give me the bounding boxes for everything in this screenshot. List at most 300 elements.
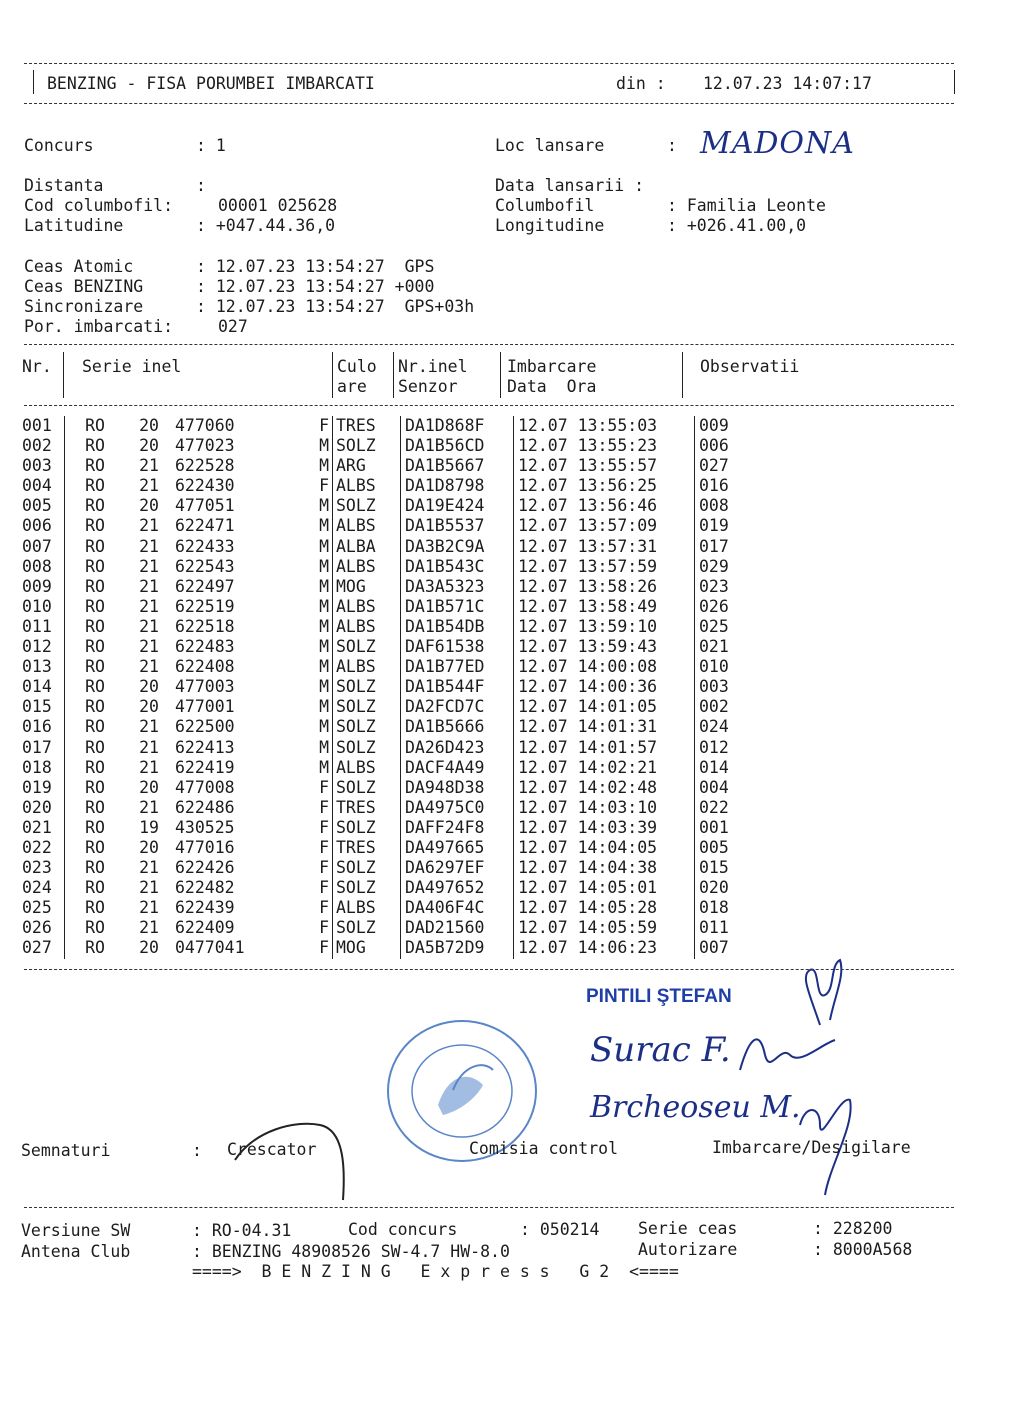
table-row: [22, 758, 759, 778]
cell-sensor: DA26D423: [401, 738, 514, 758]
cell-sensor: DA1B54DB: [401, 617, 514, 637]
cod-concurs-value: : 050214: [520, 1220, 600, 1239]
cell-sex: M: [319, 616, 329, 636]
cell-color: SOLZ: [333, 496, 401, 516]
cell-ring: 622528: [175, 456, 235, 476]
table-row: [22, 798, 759, 818]
cell-obs: 004: [695, 778, 760, 798]
cell-nr: 025: [22, 898, 65, 918]
cell-country: RO: [85, 637, 105, 657]
cell-nr: 026: [22, 918, 65, 938]
cell-sensor: DA406F4C: [401, 898, 514, 918]
table-row: [22, 878, 759, 898]
concurs-value: : 1: [196, 136, 226, 155]
cell-nr: 017: [22, 738, 65, 758]
header-top-rule: [24, 63, 954, 64]
cell-year: 21: [139, 576, 159, 596]
table-row: [22, 778, 759, 798]
cell-datetime: 12.07 13:57:59: [514, 557, 695, 577]
columbofil-label: Columbofil: [495, 196, 595, 215]
cell-country: RO: [85, 596, 105, 616]
table-row: [22, 918, 759, 938]
table-header-sep-3: [393, 352, 394, 398]
cell-year: 21: [139, 616, 159, 636]
cell-ring: 622409: [175, 918, 235, 938]
cell-obs: 026: [695, 597, 760, 617]
cell-sex: F: [319, 938, 329, 958]
table-top-rule: [24, 344, 954, 345]
cod-columbofil-label: Cod columbofil:: [24, 196, 174, 215]
table-row: [22, 476, 759, 496]
cell-year: 20: [139, 837, 159, 857]
cell-year: 21: [139, 878, 159, 898]
cell-datetime: 12.07 14:02:21: [514, 758, 695, 778]
cell-sensor: DA4975C0: [401, 798, 514, 818]
cell-color: ALBS: [333, 476, 401, 496]
cod-columbofil-value: 00001 025628: [218, 196, 338, 215]
cell-obs: 012: [695, 738, 760, 758]
cell-sensor: DA19E424: [401, 496, 514, 516]
cell-sex: F: [319, 918, 329, 938]
table-row: [22, 818, 759, 838]
cell-datetime: 12.07 14:06:23: [514, 938, 695, 958]
table-row: [22, 898, 759, 918]
header-bottom-rule: [24, 103, 954, 104]
cell-nr: 005: [22, 496, 65, 516]
cell-sex: F: [319, 797, 329, 817]
cell-nr: 012: [22, 637, 65, 657]
cell-sex: F: [319, 837, 329, 857]
cell-obs: 002: [695, 697, 760, 717]
cell-year: 20: [139, 496, 159, 516]
cell-color: MOG: [333, 938, 401, 958]
distanta-value: :: [196, 176, 206, 195]
cell-color: MOG: [333, 577, 401, 597]
cell-country: RO: [85, 556, 105, 576]
crescator-signature: [225, 1100, 355, 1210]
col-header-nrinel: Nr.inel: [398, 357, 468, 376]
cell-sensor: DAD21560: [401, 918, 514, 938]
cell-sensor: DA948D38: [401, 778, 514, 798]
cell-ring: 622486: [175, 797, 235, 817]
cell-country: RO: [85, 416, 105, 435]
distanta-label: Distanta: [24, 176, 104, 195]
cell-sex: M: [319, 637, 329, 657]
cell-nr: 007: [22, 537, 65, 557]
cell-sensor: DA2FCD7C: [401, 697, 514, 717]
cell-ring: 477023: [175, 436, 235, 456]
imbarcare-desigilare-label: Imbarcare/Desigilare: [712, 1138, 911, 1157]
table-row: [22, 677, 759, 697]
cell-year: 21: [139, 858, 159, 878]
cell-sex: M: [319, 657, 329, 677]
cell-country: RO: [85, 576, 105, 596]
cell-obs: 016: [695, 476, 760, 496]
cell-country: RO: [85, 797, 105, 817]
cell-nr: 027: [22, 938, 65, 958]
cell-datetime: 12.07 13:56:46: [514, 496, 695, 516]
crescator-label: Crescator: [227, 1140, 317, 1159]
cell-color: ALBS: [333, 758, 401, 778]
cell-obs: 027: [695, 456, 760, 476]
table-row: [22, 516, 759, 536]
cell-nr: 003: [22, 456, 65, 476]
cell-sensor: DA497652: [401, 878, 514, 898]
cell-sensor: DA3B2C9A: [401, 537, 514, 557]
serie-ceas-label: Serie ceas: [638, 1219, 738, 1238]
cell-country: RO: [85, 436, 105, 456]
cell-sensor: DA1B571C: [401, 597, 514, 617]
cell-sex: M: [319, 496, 329, 516]
cell-sensor: DA1B5666: [401, 717, 514, 737]
cell-sensor: DA1D868F: [401, 416, 514, 436]
cell-country: RO: [85, 516, 105, 536]
cell-country: RO: [85, 677, 105, 697]
cell-year: 21: [139, 536, 159, 556]
cell-sensor: DA6297EF: [401, 858, 514, 878]
cell-color: SOLZ: [333, 778, 401, 798]
cell-nr: 023: [22, 858, 65, 878]
col-header-serie: Serie inel: [82, 357, 182, 376]
cell-color: SOLZ: [333, 677, 401, 697]
cell-obs: 017: [695, 537, 760, 557]
cell-country: RO: [85, 737, 105, 757]
cell-sensor: DA1B77ED: [401, 657, 514, 677]
cell-year: 21: [139, 456, 159, 476]
cell-obs: 023: [695, 577, 760, 597]
cell-datetime: 12.07 13:58:26: [514, 577, 695, 597]
cell-datetime: 12.07 14:05:59: [514, 918, 695, 938]
table-row: [22, 456, 759, 476]
cell-color: SOLZ: [333, 738, 401, 758]
cell-sex: F: [319, 898, 329, 918]
latitudine-value: : +047.44.36,0: [196, 216, 336, 235]
cell-obs: 024: [695, 717, 760, 737]
ceas-benzing-label: Ceas BENZING: [24, 277, 144, 296]
table-row: [22, 577, 759, 597]
cell-datetime: 12.07 14:01:57: [514, 738, 695, 758]
autorizare-label: Autorizare: [638, 1240, 738, 1259]
cell-datetime: 12.07 14:01:05: [514, 697, 695, 717]
cell-sensor: DACF4A49: [401, 758, 514, 778]
cell-color: ARG: [333, 456, 401, 476]
col-header-senzor: Senzor: [398, 377, 458, 396]
cell-obs: 003: [695, 677, 760, 697]
concurs-label: Concurs: [24, 136, 94, 155]
cell-sensor: DA1B5667: [401, 456, 514, 476]
cell-sex: M: [319, 456, 329, 476]
table-row: [22, 557, 759, 577]
cell-datetime: 12.07 14:02:48: [514, 778, 695, 798]
cell-obs: 008: [695, 496, 760, 516]
cell-country: RO: [85, 878, 105, 898]
cell-nr: 008: [22, 557, 65, 577]
cell-nr: 011: [22, 617, 65, 637]
antena-club-value: : BENZING 48908526 SW-4.7 HW-8.0: [192, 1242, 510, 1261]
cell-nr: 013: [22, 657, 65, 677]
cell-nr: 001: [22, 416, 65, 436]
table-row: [22, 858, 759, 878]
antena-club-label: Antena Club: [21, 1242, 131, 1261]
col-header-nr: Nr.: [22, 357, 52, 376]
table-header-sep-1: [63, 352, 64, 398]
cell-sex: M: [319, 737, 329, 757]
col-header-culo: Culo: [337, 357, 377, 376]
cell-year: 21: [139, 657, 159, 677]
cell-year: 20: [139, 697, 159, 717]
cell-obs: 019: [695, 516, 760, 536]
table-header-sep-4: [500, 352, 501, 398]
cell-sex: M: [319, 717, 329, 737]
cell-nr: 010: [22, 597, 65, 617]
cell-color: SOLZ: [333, 637, 401, 657]
col-header-imbarcare: Imbarcare: [507, 357, 597, 376]
cell-datetime: 12.07 13:55:23: [514, 436, 695, 456]
cell-nr: 022: [22, 838, 65, 858]
cell-year: 21: [139, 717, 159, 737]
por-imbarcati-value: 027: [218, 317, 248, 336]
table-row: [22, 416, 759, 436]
latitudine-label: Latitudine: [24, 216, 124, 235]
cell-ring: 622543: [175, 556, 235, 576]
benzing-express-banner: ====> B E N Z I N G E x p r e s s G 2 <====: [192, 1262, 679, 1281]
cell-year: 21: [139, 476, 159, 496]
cell-color: ALBS: [333, 557, 401, 577]
cell-sensor: DAF61538: [401, 637, 514, 657]
din-label: din :: [616, 74, 666, 93]
table-row: [22, 738, 759, 758]
cell-country: RO: [85, 777, 105, 797]
cell-sex: M: [319, 516, 329, 536]
cell-datetime: 12.07 14:03:39: [514, 818, 695, 838]
cell-ring: 622426: [175, 858, 235, 878]
cell-color: ALBA: [333, 537, 401, 557]
cell-ring: 0477041: [175, 938, 245, 958]
cell-datetime: 12.07 13:56:25: [514, 476, 695, 496]
cell-country: RO: [85, 757, 105, 777]
cell-sex: M: [319, 596, 329, 616]
cell-sensor: DA5B72D9: [401, 938, 514, 958]
cell-datetime: 12.07 13:59:10: [514, 617, 695, 637]
cell-nr: 019: [22, 778, 65, 798]
cell-sex: M: [319, 697, 329, 717]
pigeon-table: [22, 416, 759, 959]
loc-lansare-label: Loc lansare: [495, 136, 605, 155]
cell-datetime: 12.07 13:57:31: [514, 537, 695, 557]
cell-datetime: 12.07 14:04:38: [514, 858, 695, 878]
autorizare-value: : 8000A568: [813, 1240, 913, 1259]
versiune-sw-value: : RO-04.31: [192, 1221, 292, 1240]
semnaturi-label: Semnaturi: [21, 1141, 111, 1160]
cell-ring: 477051: [175, 496, 235, 516]
cell-year: 20: [139, 436, 159, 456]
cell-year: 20: [139, 677, 159, 697]
table-row: [22, 496, 759, 516]
cell-sex: M: [319, 757, 329, 777]
handwritten-signature-2: Brcheoseu M.: [590, 1090, 801, 1125]
cell-year: 21: [139, 737, 159, 757]
cell-obs: 025: [695, 617, 760, 637]
cell-sex: F: [319, 878, 329, 898]
footer-top-rule: [24, 1207, 954, 1208]
cell-color: TRES: [333, 798, 401, 818]
cell-sensor: DAFF24F8: [401, 818, 514, 838]
cell-datetime: 12.07 14:04:05: [514, 838, 695, 858]
cell-nr: 024: [22, 878, 65, 898]
cell-country: RO: [85, 456, 105, 476]
cell-nr: 014: [22, 677, 65, 697]
cell-year: 21: [139, 637, 159, 657]
table-header-sep-2: [332, 352, 333, 398]
cell-datetime: 12.07 14:03:10: [514, 798, 695, 818]
table-row: [22, 657, 759, 677]
longitudine-value: : +026.41.00,0: [667, 216, 807, 235]
cell-ring: 622471: [175, 516, 235, 536]
document-title: BENZING - FISA PORUMBEI IMBARCATI: [47, 74, 375, 93]
cell-sex: F: [319, 817, 329, 837]
cell-sex: F: [319, 777, 329, 797]
cell-datetime: 12.07 13:55:57: [514, 456, 695, 476]
cell-ring: 622497: [175, 576, 235, 596]
cell-sensor: DA1B544F: [401, 677, 514, 697]
cell-year: 19: [139, 817, 159, 837]
cell-sex: F: [319, 858, 329, 878]
cell-nr: 021: [22, 818, 65, 838]
cell-nr: 009: [22, 577, 65, 597]
table-row: [22, 838, 759, 858]
longitudine-label: Longitudine: [495, 216, 605, 235]
cell-obs: 011: [695, 918, 760, 938]
cell-datetime: 12.07 14:05:01: [514, 878, 695, 898]
cell-year: 21: [139, 516, 159, 536]
cell-country: RO: [85, 918, 105, 938]
comisia-control-label: Comisia control: [469, 1139, 619, 1158]
cell-sex: M: [319, 576, 329, 596]
ceas-atomic-label: Ceas Atomic: [24, 257, 134, 276]
col-header-are: are: [337, 377, 367, 396]
cell-obs: 009: [695, 416, 760, 436]
handwritten-signature-1: Surac F.: [590, 1030, 731, 1070]
cell-color: SOLZ: [333, 878, 401, 898]
header-left-bar: [33, 70, 34, 94]
table-row: [22, 637, 759, 657]
table-row: [22, 938, 759, 958]
cell-country: RO: [85, 817, 105, 837]
cell-nr: 015: [22, 697, 65, 717]
cell-sex: M: [319, 677, 329, 697]
cell-year: 20: [139, 938, 159, 958]
cell-ring: 622419: [175, 757, 235, 777]
signature-mark-2: [730, 1025, 840, 1085]
cell-sex: M: [319, 536, 329, 556]
cell-color: SOLZ: [333, 818, 401, 838]
table-row: [22, 537, 759, 557]
cell-datetime: 12.07 13:59:43: [514, 637, 695, 657]
data-lansarii-label: Data lansarii :: [495, 176, 645, 195]
cell-color: TRES: [333, 416, 401, 436]
cell-year: 21: [139, 797, 159, 817]
cell-ring: 622408: [175, 657, 235, 677]
cell-year: 21: [139, 556, 159, 576]
cell-ring: 622482: [175, 878, 235, 898]
cell-color: SOLZ: [333, 697, 401, 717]
cell-obs: 005: [695, 838, 760, 858]
cell-country: RO: [85, 616, 105, 636]
cell-country: RO: [85, 837, 105, 857]
cell-country: RO: [85, 898, 105, 918]
cell-obs: 020: [695, 878, 760, 898]
cell-obs: 015: [695, 858, 760, 878]
cell-country: RO: [85, 496, 105, 516]
cell-ring: 477003: [175, 677, 235, 697]
cell-ring: 622439: [175, 898, 235, 918]
columbofil-value: : Familia Leonte: [667, 196, 826, 215]
ceas-atomic-value: : 12.07.23 13:54:27 GPS: [196, 257, 435, 276]
cell-obs: 006: [695, 436, 760, 456]
din-value: 12.07.23 14:07:17: [703, 74, 872, 93]
cell-ring: 622518: [175, 616, 235, 636]
cell-country: RO: [85, 536, 105, 556]
cell-year: 21: [139, 898, 159, 918]
cell-color: ALBS: [333, 898, 401, 918]
cell-country: RO: [85, 858, 105, 878]
cell-year: 21: [139, 757, 159, 777]
cod-concurs-label: Cod concurs: [348, 1220, 458, 1239]
cell-datetime: 12.07 13:57:09: [514, 516, 695, 536]
cell-obs: 007: [695, 938, 760, 958]
loc-lansare-sep: :: [667, 136, 677, 155]
table-row: [22, 597, 759, 617]
table-row: [22, 617, 759, 637]
cell-obs: 014: [695, 758, 760, 778]
ceas-benzing-value: : 12.07.23 13:54:27 +000: [196, 277, 435, 296]
loc-lansare-handwritten: MADONA: [700, 126, 855, 161]
cell-nr: 006: [22, 516, 65, 536]
cell-sensor: DA1B5537: [401, 516, 514, 536]
cell-color: SOLZ: [333, 858, 401, 878]
por-imbarcati-label: Por. imbarcati:: [24, 317, 174, 336]
cell-color: ALBS: [333, 617, 401, 637]
cell-obs: 010: [695, 657, 760, 677]
cell-ring: 622433: [175, 536, 235, 556]
versiune-sw-label: Versiune SW: [21, 1221, 131, 1240]
table-row: [22, 717, 759, 737]
stamp-name: PINTILI ŞTEFAN: [586, 986, 732, 1007]
cell-obs: 022: [695, 798, 760, 818]
cell-ring: 622413: [175, 737, 235, 757]
cell-datetime: 12.07 13:55:03: [514, 416, 695, 436]
cell-country: RO: [85, 717, 105, 737]
cell-color: ALBS: [333, 657, 401, 677]
table-header-rule: [24, 405, 954, 406]
cell-nr: 018: [22, 758, 65, 778]
cell-sensor: DA1D8798: [401, 476, 514, 496]
cell-color: ALBS: [333, 597, 401, 617]
cell-datetime: 12.07 13:58:49: [514, 597, 695, 617]
cell-sensor: DA3A5323: [401, 577, 514, 597]
sincronizare-value: : 12.07.23 13:54:27 GPS+03h: [196, 297, 475, 316]
cell-obs: 029: [695, 557, 760, 577]
signature-mark-1: [780, 955, 870, 1035]
cell-sex: M: [319, 436, 329, 456]
table-header-sep-5: [682, 352, 683, 398]
cell-year: 20: [139, 416, 159, 435]
cell-nr: 020: [22, 798, 65, 818]
cell-color: SOLZ: [333, 918, 401, 938]
cell-sex: F: [319, 476, 329, 496]
table-row: [22, 436, 759, 456]
cell-color: TRES: [333, 838, 401, 858]
